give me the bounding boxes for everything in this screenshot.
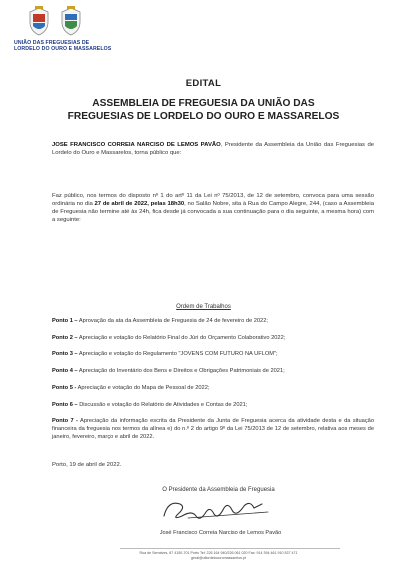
notice-text-1: Faz público, nos termos do disposto nº 1 do artº 11 da Lei nº 75/2013, de 12 de setembro, convoca para uma sessão ordinária no dia xyxy=(52,193,374,207)
agenda-item xyxy=(52,318,374,326)
agenda-text: Apreciação do Inventário dos Bens e Direitos e Obrigações Patrimoniais de 2021; xyxy=(77,368,285,375)
footer xyxy=(0,551,407,561)
handwritten-signature-icon xyxy=(158,494,278,528)
agenda-item xyxy=(52,335,374,343)
heading-line1: ASSEMBLEIA DE FREGUESIA DA UNIÃO DAS xyxy=(92,98,315,109)
agenda-item xyxy=(52,368,374,376)
footer-address: Rua de Serralves, 87 4150-701 Porto Tel: 226 164 940/226 061 020 Fax: 914 394 461 910 537 471 xyxy=(139,551,298,555)
agenda-point: Ponto 6 – xyxy=(52,401,78,408)
massarelos-crest-icon xyxy=(58,6,84,36)
organization-name xyxy=(14,40,124,52)
agenda-item xyxy=(52,402,374,410)
lordelo-crest-icon xyxy=(26,6,52,36)
agenda-point: Ponto 4 – xyxy=(52,368,78,375)
heading-line2: FREGUESIAS DE LORDELO DO OURO E MASSARELOS xyxy=(67,110,340,122)
agenda-text: Aprovação da ata da Assembleia de Freguesia de 24 de fevereiro de 2022; xyxy=(77,318,268,324)
agenda-item xyxy=(52,385,374,393)
crests xyxy=(26,6,124,36)
agenda-list xyxy=(52,318,374,450)
agenda-item xyxy=(52,418,374,441)
agenda-point: Ponto 7 - xyxy=(52,418,78,425)
date-line: Porto, 19 de abril de 2022. xyxy=(52,462,122,468)
document-heading xyxy=(40,98,367,123)
org-name-line2: LORDELO DO OURO E MASSARELOS xyxy=(14,46,112,53)
session-datetime: 27 de abril de 2022, pelas 18h30 xyxy=(94,201,185,207)
letterhead xyxy=(14,6,124,52)
signer-name: José Francisco Correia Narciso de Lemos Pavão xyxy=(159,530,282,536)
agenda-point: Ponto 3 – xyxy=(52,351,78,358)
document-title: EDITAL xyxy=(185,78,222,89)
intro-paragraph xyxy=(52,141,374,157)
notice-text-2: , no Salão Nobre, sita à Rua do Campo Alegre, 244, (caso a Assembleia de Freguesia não termine até às 24h, fica desde já convocada a sua continuação para o dia seguinte, a mesma hora) com a seguinte: xyxy=(52,201,374,223)
agenda-text: Apreciação da informação escrita da Presidente da Junta de Freguesia acerca da atividade desta e da situação financeira da freguesia nos termos da alínea e) do n.º 2 do artigo 9º da Lei 75/2013 de 12 de setembro, relativa aos meses de janeiro, fevereiro, março e abril de 2022. xyxy=(52,418,375,440)
agenda-point: Ponto 1 – xyxy=(52,318,78,324)
footer-divider xyxy=(120,548,340,549)
agenda-text: Discussão e votação do Relatório de Atividades e Contas de 2021; xyxy=(77,401,248,408)
agenda-text: Apreciação e votação do Relatório Final do Júri do Orçamento Colaborativo 2022; xyxy=(77,334,286,341)
signer-role: O Presidente da Assembleia de Freguesia xyxy=(162,487,275,493)
org-name-line1: UNIÃO DAS FREGUESIAS DE xyxy=(14,40,90,46)
agenda-title: Ordem de Trabalhos xyxy=(176,304,231,310)
agenda-item xyxy=(52,351,374,359)
agenda-point: Ponto 5 - xyxy=(52,384,77,391)
agenda-point: Ponto 2 – xyxy=(52,334,78,341)
notice-paragraph xyxy=(52,192,374,224)
agenda-text: Apreciação e votação do Mapa de Pessoal de 2022; xyxy=(76,384,210,391)
footer-email: geral@uflordeloouromassarelos.pt xyxy=(191,556,246,560)
agenda-text: Apreciação e votação do Regulamento "JOVENS COM FUTURO NA UFLOM"; xyxy=(77,351,278,358)
intro-text: , Presidente da Assembleia da União das Freguesias de Lordelo do Ouro e Massarelos, torna público que: xyxy=(52,142,374,156)
president-name: JOSE FRANCISCO CORREIA NARCISO DE LEMOS PAVÃO xyxy=(52,142,221,148)
